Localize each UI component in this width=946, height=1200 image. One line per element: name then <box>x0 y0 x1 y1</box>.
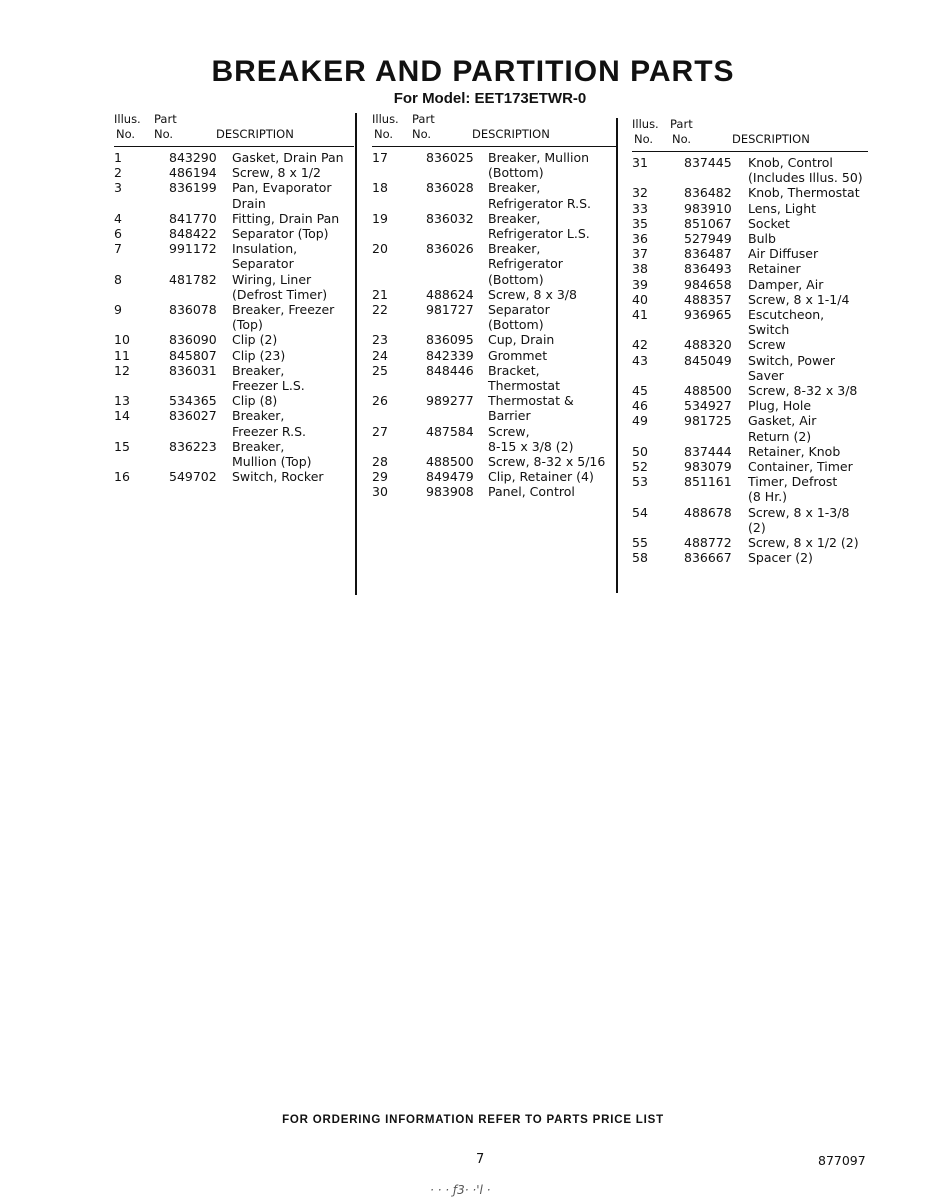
illus-number: 21 <box>372 286 388 302</box>
parts-row <box>114 332 354 347</box>
part-number: 534365 <box>169 393 217 409</box>
illus-number: 19 <box>372 210 388 226</box>
part-number: 488678 <box>684 504 732 520</box>
part-description: Breaker, Mullion (Bottom) <box>488 150 590 181</box>
illus-number: 1 <box>114 150 122 165</box>
part-description: Screw, 8-32 x 5/16 <box>488 454 606 470</box>
part-description: Screw, 8-32 x 3/8 <box>748 383 858 399</box>
parts-row <box>632 337 868 352</box>
page-number: 7 <box>476 1152 485 1167</box>
part-description: Breaker, Refrigerator (Bottom) <box>488 241 563 287</box>
header-illus: Illus. <box>114 112 141 126</box>
part-number: 488357 <box>684 291 732 307</box>
parts-row <box>114 180 354 210</box>
part-number: 836199 <box>169 180 217 196</box>
column-divider-left <box>355 113 357 595</box>
part-description: Fitting, Drain Pan <box>232 210 340 226</box>
part-description: Knob, Control (Includes Illus. 50) <box>748 155 863 186</box>
parts-row <box>114 469 354 484</box>
parts-row <box>114 348 354 363</box>
illus-number: 8 <box>114 271 122 287</box>
column-header-top <box>632 117 868 132</box>
illus-number: 50 <box>632 443 648 459</box>
part-number: 984658 <box>684 276 732 292</box>
illus-number: 27 <box>372 423 388 439</box>
part-number: 488500 <box>426 454 474 470</box>
header-description: DESCRIPTION <box>472 127 550 141</box>
parts-row <box>114 272 354 302</box>
part-description: Screw, 8 x 1/2 <box>232 165 321 181</box>
illus-number: 22 <box>372 302 388 318</box>
part-number: 488320 <box>684 337 732 353</box>
illus-number: 14 <box>114 408 130 424</box>
parts-row <box>372 211 616 241</box>
ordering-note: FOR ORDERING INFORMATION REFER TO PARTS PRICE LIST <box>282 1114 664 1126</box>
part-description: Breaker, Freezer (Top) <box>232 302 335 333</box>
part-number: 549702 <box>169 469 217 485</box>
illus-number: 33 <box>632 200 648 216</box>
illus-number: 40 <box>632 291 648 307</box>
part-number: 487584 <box>426 423 474 439</box>
part-description: Breaker, Refrigerator R.S. <box>488 180 592 211</box>
illus-number: 4 <box>114 210 122 226</box>
parts-row <box>372 454 616 469</box>
parts-column-2 <box>372 112 616 500</box>
part-number: 836223 <box>169 438 217 454</box>
part-number: 486194 <box>169 165 217 181</box>
parts-row <box>632 292 868 307</box>
illus-number: 6 <box>114 226 122 242</box>
part-number: 836090 <box>169 332 217 348</box>
model-subtitle: For Model: EET173ETWR-0 <box>393 90 587 107</box>
parts-row <box>632 413 868 443</box>
parts-column-3 <box>632 117 868 565</box>
part-description: Switch, Rocker <box>232 469 324 485</box>
part-number: 983079 <box>684 459 732 475</box>
part-number: 845807 <box>169 347 217 363</box>
part-description: Damper, Air <box>748 276 824 292</box>
illus-number: 30 <box>372 484 388 500</box>
part-number: 488500 <box>684 383 732 399</box>
part-description: Grommet <box>488 347 548 363</box>
part-description: Screw, 8 x 1-1/4 <box>748 291 850 307</box>
illus-number: 38 <box>632 261 648 277</box>
header-rule <box>632 151 868 152</box>
header-rule <box>372 146 616 147</box>
header-part-no: No. <box>412 127 432 141</box>
illus-number: 55 <box>632 535 648 551</box>
illus-number: 20 <box>372 241 388 257</box>
illus-number: 36 <box>632 231 648 247</box>
parts-row <box>372 484 616 499</box>
part-description: Pan, Evaporator Drain <box>232 180 332 211</box>
parts-row <box>114 363 354 393</box>
part-number: 936965 <box>684 307 732 323</box>
illus-number: 16 <box>114 469 130 485</box>
part-description: Timer, Defrost (8 Hr.) <box>748 474 838 505</box>
part-description: Bracket, Thermostat <box>488 362 560 394</box>
part-description: Clip, Retainer (4) <box>488 469 594 485</box>
part-number: 527949 <box>684 231 732 247</box>
parts-row <box>372 363 616 393</box>
parts-row <box>632 474 868 504</box>
part-description: Air Diffuser <box>748 246 819 262</box>
column-header-bottom <box>372 127 616 142</box>
parts-row <box>632 216 868 231</box>
part-number: 481782 <box>169 271 217 287</box>
column-header-bottom <box>114 127 354 142</box>
header-rule <box>114 146 354 147</box>
illus-number: 54 <box>632 504 648 520</box>
part-number: 848446 <box>426 362 474 378</box>
part-number: 836028 <box>426 180 474 196</box>
handwritten-mark: · · · ƒ3· ·'l · <box>430 1183 491 1197</box>
column-header-top <box>372 112 616 127</box>
part-number: 836031 <box>169 362 217 378</box>
part-number: 837444 <box>684 443 732 459</box>
illus-number: 13 <box>114 393 130 409</box>
header-part: Part <box>670 117 693 131</box>
part-description: Cup, Drain <box>488 332 555 348</box>
illus-number: 12 <box>114 362 130 378</box>
parts-row <box>632 535 868 550</box>
column-header-bottom <box>632 132 868 147</box>
parts-list <box>372 150 616 500</box>
illus-number: 37 <box>632 246 648 262</box>
illus-number: 41 <box>632 307 648 323</box>
illus-number: 18 <box>372 180 388 196</box>
part-description: Gasket, Drain Pan <box>232 150 344 165</box>
part-description: Retainer, Knob <box>748 443 841 459</box>
part-number: 843290 <box>169 150 217 165</box>
header-description: DESCRIPTION <box>216 127 294 141</box>
parts-row <box>114 393 354 408</box>
illus-number: 43 <box>632 352 648 368</box>
parts-row <box>632 398 868 413</box>
part-description: Screw, 8 x 1/2 (2) <box>748 535 859 551</box>
illus-number: 39 <box>632 276 648 292</box>
parts-row <box>372 241 616 287</box>
part-description: Switch, Power Saver <box>748 352 836 383</box>
part-number: 488624 <box>426 286 474 302</box>
parts-row <box>632 459 868 474</box>
parts-row <box>114 226 354 241</box>
part-description: Screw, 8 x 1-3/8 (2) <box>748 504 850 535</box>
illus-number: 2 <box>114 165 122 181</box>
part-number: 845049 <box>684 352 732 368</box>
illus-number: 29 <box>372 469 388 485</box>
part-number: 991172 <box>169 241 217 257</box>
parts-row <box>632 277 868 292</box>
parts-row <box>632 505 868 535</box>
illus-number: 42 <box>632 337 648 353</box>
parts-row <box>114 302 354 332</box>
part-number: 836487 <box>684 246 732 262</box>
part-description: Clip (23) <box>232 347 286 363</box>
illus-number: 32 <box>632 185 648 201</box>
part-description: Knob, Thermostat <box>748 185 860 201</box>
part-description: Wiring, Liner (Defrost Timer) <box>232 271 328 302</box>
parts-row <box>632 155 868 185</box>
illus-number: 10 <box>114 332 130 348</box>
part-description: Gasket, Air Return (2) <box>748 413 817 444</box>
part-number: 842339 <box>426 347 474 363</box>
parts-row <box>372 287 616 302</box>
part-description: Container, Timer <box>748 459 853 475</box>
part-description: Spacer (2) <box>748 550 813 566</box>
illus-number: 11 <box>114 347 130 363</box>
illus-number: 58 <box>632 550 648 566</box>
header-part: Part <box>412 112 435 126</box>
parts-row <box>632 550 868 565</box>
part-description: Screw <box>748 337 786 353</box>
part-number: 981725 <box>684 413 732 429</box>
part-number: 836095 <box>426 332 474 348</box>
part-number: 836482 <box>684 185 732 201</box>
parts-column-1 <box>114 112 354 484</box>
page-title: BREAKER AND PARTITION PARTS <box>211 55 735 88</box>
illus-number: 23 <box>372 332 388 348</box>
parts-row <box>114 241 354 271</box>
part-number: 488772 <box>684 535 732 551</box>
part-number: 836027 <box>169 408 217 424</box>
header-no: No. <box>116 127 136 141</box>
parts-list <box>632 155 868 565</box>
part-description: Thermostat & Barrier <box>488 393 574 424</box>
part-description: Clip (2) <box>232 332 278 348</box>
parts-row <box>632 307 868 337</box>
parts-row <box>114 439 354 469</box>
part-description: Separator (Bottom) <box>488 302 550 333</box>
part-number: 851161 <box>684 474 732 490</box>
part-number: 989277 <box>426 393 474 409</box>
illus-number: 28 <box>372 454 388 470</box>
parts-row <box>632 383 868 398</box>
illus-number: 45 <box>632 383 648 399</box>
header-illus: Illus. <box>372 112 399 126</box>
part-description: Screw, 8 x 3/8 <box>488 286 577 302</box>
parts-row <box>632 353 868 383</box>
parts-row <box>114 165 354 180</box>
header-illus: Illus. <box>632 117 659 131</box>
part-number: 836025 <box>426 150 474 165</box>
part-description: Separator (Top) <box>232 226 329 242</box>
part-number: 534927 <box>684 398 732 414</box>
illus-number: 3 <box>114 180 122 196</box>
part-number: 848422 <box>169 226 217 242</box>
part-description: Lens, Light <box>748 200 817 216</box>
parts-row <box>114 211 354 226</box>
part-number: 841770 <box>169 210 217 226</box>
parts-list <box>114 150 354 484</box>
parts-row <box>372 348 616 363</box>
part-description: Escutcheon, Switch <box>748 307 825 338</box>
illus-number: 9 <box>114 302 122 318</box>
parts-row <box>372 150 616 180</box>
part-number: 836032 <box>426 210 474 226</box>
column-header-top <box>114 112 354 127</box>
illus-number: 25 <box>372 362 388 378</box>
illus-number: 49 <box>632 413 648 429</box>
header-part-no: No. <box>672 132 692 146</box>
parts-row <box>114 150 354 165</box>
part-number: 836667 <box>684 550 732 566</box>
illus-number: 52 <box>632 459 648 475</box>
parts-row <box>372 393 616 423</box>
part-number: 981727 <box>426 302 474 318</box>
part-description: Clip (8) <box>232 393 278 409</box>
header-no: No. <box>374 127 394 141</box>
header-no: No. <box>634 132 654 146</box>
part-number: 983910 <box>684 200 732 216</box>
part-number: 837445 <box>684 155 732 170</box>
part-description: Breaker, Freezer L.S. <box>232 362 305 394</box>
parts-row <box>632 246 868 261</box>
header-description: DESCRIPTION <box>732 132 810 146</box>
part-description: Panel, Control <box>488 484 575 500</box>
parts-row <box>632 444 868 459</box>
parts-row <box>372 180 616 210</box>
parts-row <box>372 424 616 454</box>
part-number: 836078 <box>169 302 217 318</box>
parts-row <box>372 469 616 484</box>
part-description: Retainer <box>748 261 801 277</box>
part-number: 983908 <box>426 484 474 500</box>
parts-row <box>632 201 868 216</box>
illus-number: 26 <box>372 393 388 409</box>
part-description: Breaker, Mullion (Top) <box>232 438 312 470</box>
header-part-no: No. <box>154 127 174 141</box>
illus-number: 35 <box>632 215 648 231</box>
part-description: Breaker, Freezer R.S. <box>232 408 307 439</box>
illus-number: 53 <box>632 474 648 490</box>
illus-number: 15 <box>114 438 130 454</box>
parts-row <box>632 231 868 246</box>
parts-row <box>114 408 354 438</box>
illus-number: 31 <box>632 155 648 170</box>
part-number: 851067 <box>684 215 732 231</box>
part-description: Bulb <box>748 231 776 247</box>
part-description: Socket <box>748 215 790 231</box>
parts-row <box>372 332 616 347</box>
parts-row <box>372 302 616 332</box>
part-number: 849479 <box>426 469 474 485</box>
parts-row <box>632 185 868 200</box>
illus-number: 24 <box>372 347 388 363</box>
part-number: 836493 <box>684 261 732 277</box>
document-number: 877097 <box>818 1153 866 1168</box>
part-description: Insulation, Separator <box>232 241 298 272</box>
part-number: 836026 <box>426 241 474 257</box>
illus-number: 17 <box>372 150 388 165</box>
header-part: Part <box>154 112 177 126</box>
part-description: Breaker, Refrigerator L.S. <box>488 210 590 242</box>
illus-number: 46 <box>632 398 648 414</box>
part-description: Screw, 8-15 x 3/8 (2) <box>488 423 574 454</box>
illus-number: 7 <box>114 241 122 257</box>
part-description: Plug, Hole <box>748 398 812 414</box>
parts-row <box>632 261 868 276</box>
column-divider-right <box>616 118 618 593</box>
